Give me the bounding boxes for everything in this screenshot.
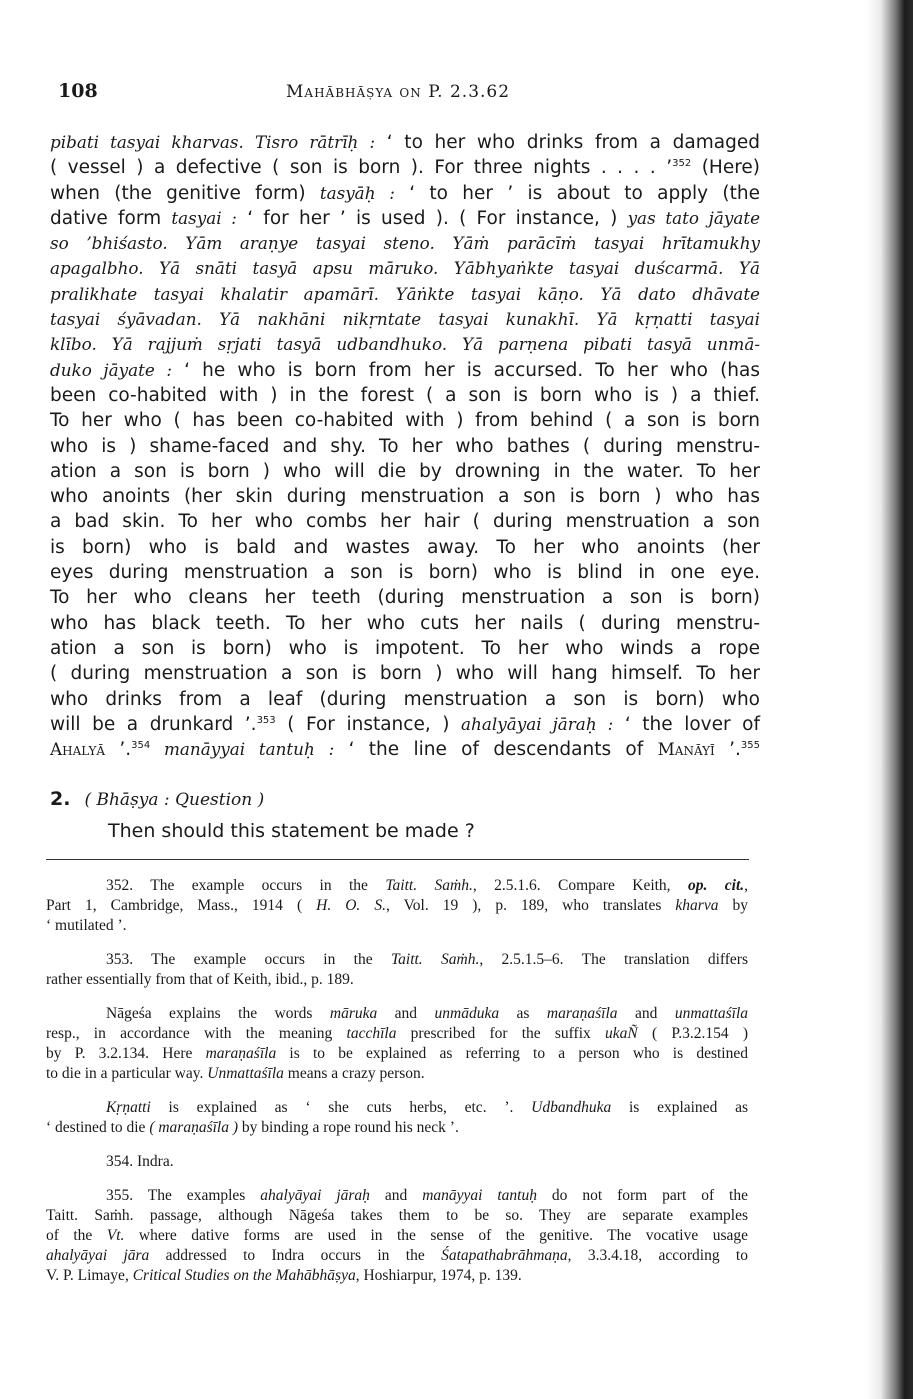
title-prefix: Mahābhāṣya on	[286, 82, 422, 102]
footnote-text: ( P.3.2.154 )	[637, 1025, 748, 1042]
footnote-italic: Śatapathabrāhmaṇa	[441, 1247, 568, 1264]
text-line: is born) who is bald and wastes away. To her who anoints (her	[50, 536, 760, 558]
footnote-nagesa	[46, 1004, 748, 1084]
footnote-text: , 3.3.4.18, according to	[567, 1247, 748, 1264]
footnote-text: Nāgeśa explains the words	[106, 1005, 330, 1022]
footnote-352	[46, 876, 748, 936]
translation-text: (Here)	[691, 157, 760, 179]
footnote-text: where dative forms are used in the sense of the genitive. The vocative usage	[124, 1227, 748, 1244]
footnote-line	[46, 950, 748, 970]
footnote-italic: H. O. S.	[316, 897, 386, 914]
text-line: who drinks from a leaf (during menstruation a son is born) who	[50, 688, 760, 710]
footnote-line	[46, 1118, 748, 1138]
question-text: Then should this statement be made ?	[108, 820, 475, 842]
footnote-text: , Hoshiarpur, 1974, p. 139.	[355, 1267, 522, 1284]
footnote-text: is explained as ‘ she cuts herbs, etc. ’.	[150, 1099, 532, 1116]
footnote-line	[46, 1226, 748, 1246]
footnote-italic: unmāduka	[434, 1005, 500, 1022]
footnote-italic: maraṇaśīla	[205, 1045, 277, 1062]
footnote-text: is to be explained as referring to a person who is destined	[276, 1045, 748, 1062]
footnote-italic: maraṇaśīla	[546, 1005, 618, 1022]
footnote-text: Part 1, Cambridge, Mass., 1914 (	[46, 897, 317, 914]
footnote-ref: 354	[131, 739, 151, 751]
footnote-italic: unmattaśīla	[674, 1005, 749, 1022]
text-line: been co-habited with ) in the forest ( a son is born who is ) a thief.	[50, 384, 760, 406]
footnote-text: of the	[46, 1227, 107, 1244]
footnote-text: as	[499, 1005, 547, 1022]
translation-text: dative form	[50, 207, 172, 229]
translation-text: when (the genitive form)	[50, 182, 320, 204]
sanskrit-text: yas tato jāyate	[627, 207, 761, 228]
running-title	[286, 82, 510, 102]
text-line: To her who ( has been co-habited with ) from behind ( a son is born	[50, 410, 760, 432]
footnote-354	[46, 1152, 748, 1172]
footnote-text: ,	[744, 877, 748, 894]
footnote-italic: Taitt. Saṁh.	[385, 877, 473, 894]
translation-text: ‘ the lover of	[613, 713, 760, 735]
translation-text: ( vessel ) a defective ( son is born ). For three nights . . . . ’	[50, 157, 673, 179]
text-line	[50, 206, 760, 231]
footnote-text: means a crazy person.	[283, 1065, 425, 1082]
footnote-ref: 355	[740, 739, 760, 751]
translation-text: ‘ for her ’ is used ). ( For instance, )	[236, 207, 628, 229]
text-line: who has black teeth. To her who cuts her nails ( during menstru-	[50, 612, 760, 634]
text-line: who anoints (her skin during menstruation a son is born ) who has	[50, 486, 760, 508]
footnote-text: V. P. Limaye,	[46, 1267, 133, 1284]
footnote-text: ‘ destined to die	[46, 1119, 150, 1136]
text-line	[50, 712, 760, 737]
footnote-line	[46, 1004, 748, 1024]
footnote-italic: ukaÑ	[605, 1025, 638, 1042]
footnote-line	[46, 1098, 748, 1118]
text-line	[50, 181, 760, 206]
footnote-italic: Unmattaśīla	[207, 1065, 284, 1082]
footnote-italic: Taitt. Saṁh.	[390, 951, 480, 968]
main-text	[50, 130, 760, 762]
footnote-text: and	[369, 1187, 423, 1204]
translation-text: ‘ the line of descendants of	[334, 739, 658, 761]
footnote-italic: tacchīla	[346, 1025, 397, 1042]
text-line	[50, 130, 760, 155]
footnote-text: , 2.5.1.5–6. The translation differs	[479, 951, 749, 968]
footnote-text: prescribed for the suffix	[396, 1025, 605, 1042]
footnote-krnatti	[46, 1098, 748, 1138]
footnote-text: and	[377, 1005, 435, 1022]
text-line: ation a son is born) who is impotent. To her who winds a rope	[50, 637, 760, 659]
footnote-italic: Udbandhuka	[531, 1099, 612, 1116]
footnote-text: is explained as	[611, 1099, 748, 1116]
footnote-text: by	[718, 897, 748, 914]
footnote-line	[46, 1064, 748, 1084]
text-line: apagalbho. Yā snāti tasyā apsu māruko. Yābhyaṅkte tasyai duścarmā. Yā	[50, 258, 760, 279]
text-line: pralikhate tasyai khalatir apamārī. Yāṅkte tasyai kāṇo. Yā dato dhāvate	[50, 283, 760, 304]
footnote-text: do not form part of the	[537, 1187, 748, 1204]
page-number: 108	[58, 80, 98, 102]
footnote-line	[46, 896, 748, 916]
text-line: eyes during menstruation a son is born) who is blind in one eye.	[50, 562, 760, 584]
footnote-italic: Critical Studies on the Mahābhāṣya	[132, 1267, 356, 1284]
running-header	[58, 80, 758, 110]
text-line: who is ) shame-faced and shy. To her who bathes ( during menstru-	[50, 435, 760, 457]
text-line: To her who cleans her teeth (during menstruation a son is born)	[50, 587, 760, 609]
text-line: a bad skin. To her who combs her hair ( during menstruation a son	[50, 511, 760, 533]
title-rule: P. 2.3.62	[428, 82, 511, 102]
proper-name: Manāyī	[657, 739, 715, 760]
footnote-line: Taitt. Saṁh. passage, although Nāgeśa takes them to be so. They are separate examples	[46, 1207, 748, 1224]
sanskrit-text: manāyyai tantuḥ :	[150, 739, 335, 760]
text-line	[50, 737, 760, 762]
footnote-text: , 2.5.1.6. Compare Keith,	[472, 877, 688, 894]
footnote-text: by binding a rope round his neck ’.	[238, 1119, 459, 1136]
footnote-353	[46, 950, 748, 990]
page-binding-edge	[867, 0, 913, 1399]
proper-name: Ahalyā	[50, 739, 106, 760]
footnote-line	[46, 1044, 748, 1064]
footnote-italic: ahalyāyai jāraḥ	[260, 1187, 370, 1204]
footnotes	[46, 876, 748, 1300]
text-line: so ’bhiśasto. Yām araṇye tasyai steno. Yāṁ parācīṁ tasyai hrītamukhy	[50, 233, 760, 254]
footnote-italic: kharva	[675, 897, 719, 914]
text-line	[50, 358, 760, 383]
translation-text: ‘ to her who drinks from a damaged	[375, 132, 760, 153]
text-line: tasyai śyāvadan. Yā nakhāni nikṛntate tasyai kunakhī. Yā kṛṇatti tasyai	[50, 309, 760, 330]
footnote-italic: Kṛṇatti	[106, 1099, 151, 1116]
translation-text: ‘ he who is born from her is accursed. To her who (has	[172, 359, 761, 381]
footnote-text: 352. The example occurs in the	[106, 877, 386, 894]
section-heading	[50, 788, 750, 814]
footnote-355	[46, 1186, 748, 1286]
footnote-text: , Vol. 19 ), p. 189, who translates	[385, 897, 676, 914]
footnote-line	[46, 1186, 748, 1206]
sanskrit-text: ahalyāyai jāraḥ :	[461, 713, 614, 734]
footnote-text: by P. 3.2.134. Here	[46, 1045, 206, 1062]
text-line: ( during menstruation a son is born ) who will hang himself. To her	[50, 663, 760, 685]
footnote-line	[46, 876, 748, 896]
footnote-text: addressed to Indra occurs in the	[149, 1247, 442, 1264]
sanskrit-text: tasyai :	[171, 207, 237, 228]
translation-text: ‘ to her ’ is about to apply (the	[394, 182, 760, 204]
translation-text: ’.	[105, 739, 132, 761]
footnote-text: 353. The example occurs in the	[106, 951, 391, 968]
footnote-italic: manāyyai tantuḥ	[422, 1187, 537, 1204]
footnote-line	[46, 1024, 748, 1044]
text-line: klībo. Yā rajjuṁ sṛjati tasyā udbandhuko. Yā parṇena pibati tasyā unmā-	[50, 334, 760, 355]
sanskrit-text: duko jāyate :	[50, 359, 172, 380]
footnote-line: rather essentially from that of Keith, ibid., p. 189.	[46, 971, 354, 988]
text-line: ation a son is born ) who will die by drowning in the water. To her	[50, 460, 760, 482]
footnote-line	[46, 1266, 748, 1286]
sanskrit-text: pibati tasyai kharvas. Tisro rātrīḥ :	[50, 132, 376, 152]
footnote-italic: māruka	[329, 1005, 378, 1022]
footnote-italic: ( maraṇaśīla )	[149, 1119, 239, 1136]
sanskrit-text: tasyāḥ :	[319, 182, 395, 203]
footnote-line: ‘ mutilated ’.	[46, 917, 127, 934]
translation-text: will be a drunkard ’.	[50, 713, 257, 735]
footnote-text: resp., in accordance with the meaning	[46, 1025, 347, 1042]
footnote-divider	[46, 859, 749, 860]
footnote-line	[46, 1246, 748, 1266]
translation-text: ( For instance, )	[275, 713, 462, 735]
text-line	[50, 155, 760, 180]
footnote-italic: op. cit.	[687, 877, 745, 894]
section-label: ( Bhāṣya : Question )	[84, 790, 265, 810]
footnote-line: 354. Indra.	[106, 1153, 174, 1170]
footnote-text: to die in a particular way.	[46, 1065, 208, 1082]
footnote-ref: 352	[672, 158, 692, 170]
footnote-italic: ahalyāyai jāra	[46, 1247, 150, 1264]
footnote-italic: Vt.	[106, 1227, 125, 1244]
footnote-text: and	[617, 1005, 675, 1022]
footnote-text: 355. The examples	[106, 1187, 261, 1204]
footnote-ref: 353	[256, 714, 276, 726]
translation-text: ’.	[714, 739, 741, 761]
section-number: 2.	[50, 788, 71, 810]
